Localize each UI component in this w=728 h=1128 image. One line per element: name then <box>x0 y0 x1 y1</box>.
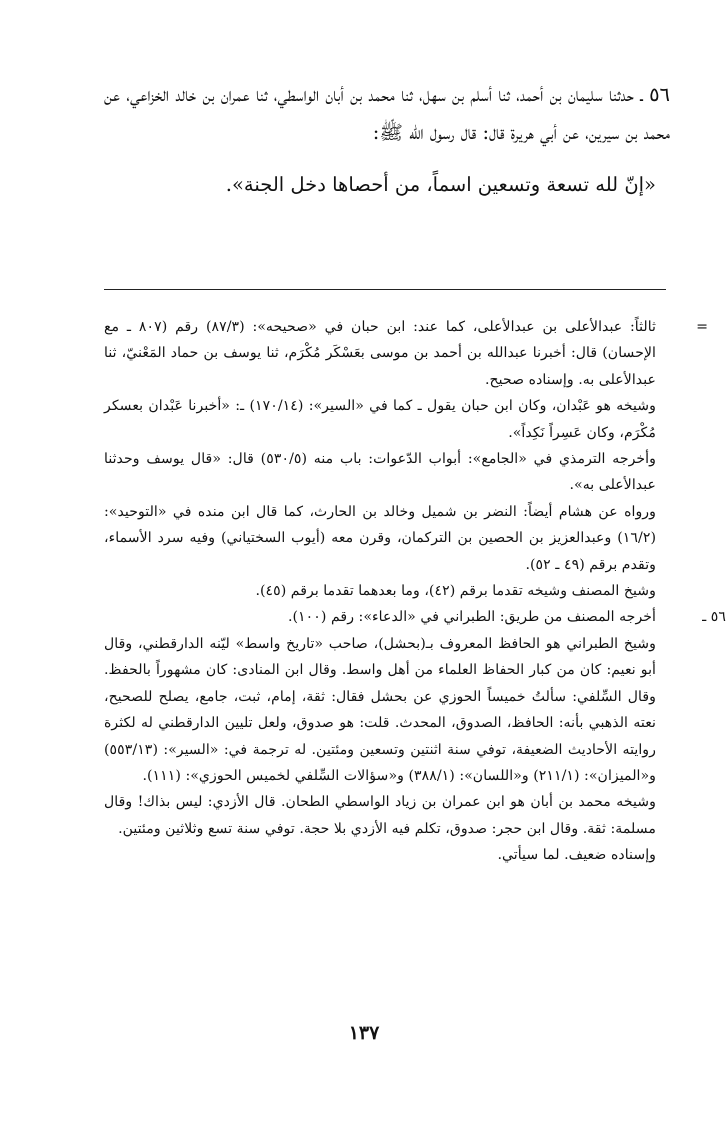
hadith-matn: «إنّ لله تسعة وتسعين اسماً، من أحصاها دخل الجنة». <box>225 173 656 196</box>
footnote-55-para-2: وشيخه هو عَبْدان، وكان ابن حبان يقول ـ كما في «السير»: (١٧٠/١٤) ـ: «أخبرنا عَبْدان بعسكر مُكْرَم، وكان عَسِراً نَكِداً». <box>104 398 656 441</box>
footnote-56-para-1: ٥٦ ـ أخرجه المصنف من طريق: الطبراني في «الدعاء»: رقم (١٠٠). <box>104 604 678 630</box>
footnote-56-para-4: وإسناده ضعيف. لما سيأتي. <box>497 847 656 864</box>
page-number: ١٣٧ <box>348 1022 380 1044</box>
footnote-56-number: ٥٦ ـ <box>702 609 726 626</box>
hadith-number: ٥٦ ـ <box>640 83 671 106</box>
footnote-55-para-4: ورواه عن هشام أيضاً: النضر بن شميل وخالد بن الحارث، كما قال ابن منده في «التوحيد»: (١٦/٢) وعبدالعزيز بن الحصين بن التركمان، وقرن معه (أيوب السختياني) وفيه سرد الأسماء، وتقدم برقم (٤٩ ـ ٥٢). <box>104 503 656 573</box>
footnote-55-para-1: = ثالثاً: عبدالأعلى بن عبدالأعلى، كما عند: ابن حبان في «صحيحه»: (٨٧/٣) رقم (٨٠٧ ـ مع الإحسان) قال: أخبرنا عبدالله بن أحمد بن موسى بعَسْكَر مُكْرَم، ثنا يوسف بن حماد المَعْنيّ، ثنا عبدالأعلى به. وإسناده صحيح. <box>104 314 678 393</box>
footnote-56-para-2: وشيخ الطبراني هو الحافظ المعروف بـ(بحشل)، صاحب «تاريخ واسط» ليّنه الدارقطني، وقال أبو نعيم: كان من كبار الحفاظ العلماء من أهل واسط. وقال ابن المنادى: كان مشهوراً بالحفظ. وقال السِّلفي: سألتُ خميساً الحوزي عن بحشل فقال: ثقة، إمام، ثبت، جامع، يصلح للصحيح، نعته الذهبي بأنه: الحافظ، الصدوق، المحدث. قلت: هو صدوق، ولعل تليين الدارقطني له لكثرة روايته الأحاديث الضعيفة، توفي سنة اثنتين وتسعين ومئتين. له ترجمة في: «السير»: (٥٥٣/١٣) و«الميزان»: (٢١١/١) و«اللسان»: (٣٨٨/١) و«سؤالات السِّلفي لخميس الحوزي»: (١١١). <box>104 635 656 784</box>
footnotes <box>104 314 726 869</box>
hadith-text <box>104 76 670 204</box>
footnote-separator <box>104 289 666 290</box>
continuation-marker: = <box>696 319 708 335</box>
footnote-55-para-5: وشيخ المصنف وشيخه تقدما برقم (٤٢)، وما بعدهما تقدما برقم (٤٥). <box>255 583 656 600</box>
footnote-55-para-3: وأخرجه الترمذي في «الجامع»: أبواب الدّعوات: باب منه (٥٣٠/٥) قال: «قال يوسف وحدثنا عبدالأعلى به». <box>104 451 656 494</box>
footnote-56-para-3: وشيخه محمد بن أبان هو ابن عمران بن زياد الواسطي الطحان. قال الأزدي: ليس بذاك! وقال مسلمة: ثقة. وقال ابن حجر: صدوق، تكلم فيه الأزدي بلا حجة. توفي سنة تسع وثلاثين ومئتين. <box>104 794 656 837</box>
hadith-isnad: حدثنا سليمان بن أحمد، ثنا أسلم بن سهل، ثنا محمد بن أبان الواسطي، ثنا عمران بن خالد الخزاعي، عن محمد بن سيرين، عن أبي هريرة قال: قال رسول الله ﷺ: <box>104 83 670 144</box>
hadith-isnad-paragraph <box>104 76 670 152</box>
